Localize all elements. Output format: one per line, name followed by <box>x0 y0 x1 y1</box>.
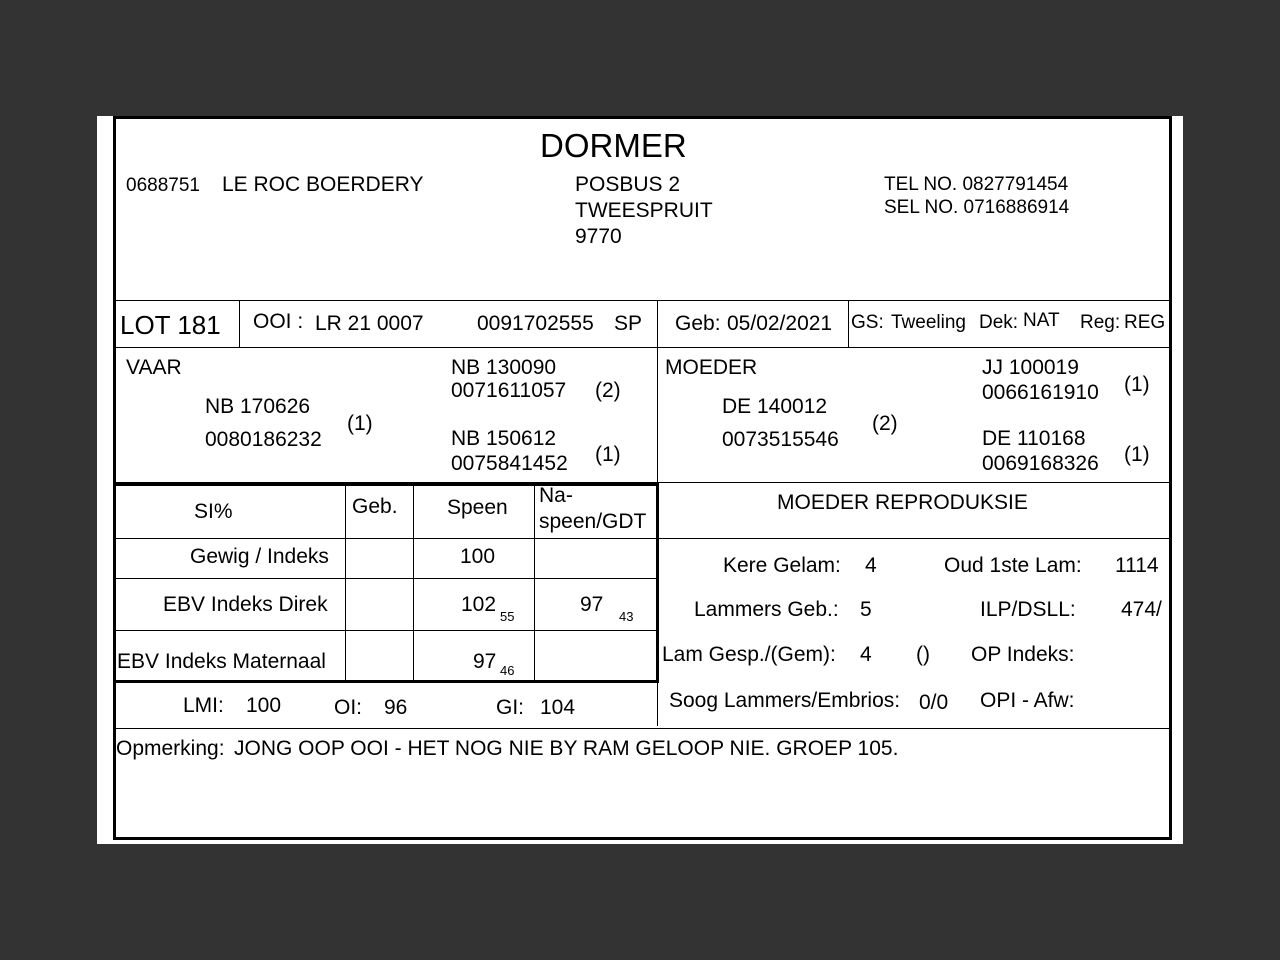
moeder-dam-number: 0069168326 <box>982 452 1099 475</box>
moeder-sire-id: JJ 100019 <box>982 356 1079 379</box>
speen-value: 100 <box>460 545 496 568</box>
divider <box>116 483 659 486</box>
birth-date: 05/02/2021 <box>727 312 833 335</box>
dek-label: Dek: <box>979 312 1019 333</box>
lammers-value: 5 <box>860 598 872 621</box>
cut-off-footer-text <box>167 838 173 844</box>
ooi-id: LR 21 0007 <box>315 312 424 335</box>
speen-accuracy: 55 <box>500 609 515 624</box>
vaar-label: VAAR <box>126 356 182 379</box>
reproduction-title: MOEDER REPRODUKSIE <box>777 491 1028 514</box>
speen-header: Speen <box>447 496 508 519</box>
reg-label: Reg: <box>1080 312 1121 333</box>
moeder-label: MOEDER <box>665 356 758 379</box>
divider <box>116 300 1172 301</box>
address-line2: TWEESPRUIT <box>575 199 713 222</box>
divider <box>116 538 1172 539</box>
ilp-label: ILP/DSLL: <box>980 598 1076 621</box>
sel-number: SEL NO. 0716886914 <box>884 197 1070 218</box>
kere-label: Kere Gelam: <box>723 554 841 577</box>
speen-value: 102 <box>461 593 497 616</box>
kere-value: 4 <box>865 554 877 577</box>
moeder-dam-id: DE 110168 <box>982 427 1086 450</box>
lamgesp-value: 4 <box>860 643 872 666</box>
oud-label: Oud 1ste Lam: <box>944 554 1082 577</box>
moeder-id: DE 140012 <box>722 395 828 418</box>
reg-value: REG <box>1124 312 1166 333</box>
moeder-sire-number: 0066161910 <box>982 381 1099 404</box>
divider <box>345 483 346 680</box>
row-label: Gewig / Indeks <box>190 545 329 568</box>
divider <box>116 578 657 579</box>
moeder-dam-mark: (1) <box>1124 443 1150 466</box>
divider <box>116 728 1172 729</box>
vaar-sire-number: 0071611057 <box>451 379 567 402</box>
divider <box>116 630 657 631</box>
oud-value: 1114 <box>1115 554 1159 577</box>
divider <box>116 347 1172 348</box>
gs-value: Tweeling <box>891 312 966 333</box>
lot-number: LOT 181 <box>120 310 221 340</box>
op-label: OP Indeks: <box>971 643 1075 666</box>
soog-value: 0/0 <box>919 691 949 714</box>
speen-accuracy: 46 <box>500 663 515 678</box>
divider <box>656 483 659 681</box>
divider <box>239 300 240 347</box>
naspeen-accuracy: 43 <box>619 609 634 624</box>
ooi-label: OOI : <box>253 310 304 333</box>
oi-label: OI: <box>334 696 363 719</box>
owner-name: LE ROC BOERDERY <box>222 173 424 196</box>
row-label: EBV Indeks Maternaal <box>117 650 326 673</box>
dek-value: NAT <box>1023 310 1060 331</box>
naspeen-value: 97 <box>580 593 604 616</box>
gi-label: GI: <box>496 696 525 719</box>
vaar-dam-number: 0075841452 <box>451 452 568 475</box>
tel-number: TEL NO. 0827791454 <box>884 174 1069 195</box>
lmi-value: 100 <box>246 694 282 717</box>
lamgesp-label: Lam Gesp./(Gem): <box>662 643 836 666</box>
remark-label: Opmerking: <box>116 737 225 760</box>
address-line1: POSBUS 2 <box>575 173 681 196</box>
lmi-label: LMI: <box>183 694 224 717</box>
sp-code: SP <box>614 312 643 335</box>
lamgesp-average: () <box>916 643 930 666</box>
vaar-number: 0080186232 <box>205 428 322 451</box>
row-label: EBV Indeks Direk <box>163 593 328 616</box>
naspeen-header-line2: speen/GDT <box>539 510 647 533</box>
moeder-number: 0073515546 <box>722 428 839 451</box>
vaar-id: NB 170626 <box>205 395 311 418</box>
gs-label: GS: <box>851 312 884 333</box>
owner-id: 0688751 <box>126 175 200 196</box>
vaar-dam-id: NB 150612 <box>451 427 557 450</box>
vaar-sire-mark: (2) <box>595 379 621 402</box>
lot-card <box>113 116 1172 840</box>
registration-number: 0091702555 <box>477 312 594 335</box>
lammers-label: Lammers Geb.: <box>694 598 839 621</box>
soog-label: Soog Lammers/Embrios: <box>669 689 901 712</box>
remark-text: JONG OOP OOI - HET NOG NIE BY RAM GELOOP NIE. GROEP 105. <box>234 737 899 760</box>
si-header: SI% <box>194 500 233 523</box>
speen-value: 97 <box>473 650 497 673</box>
catalogue-sheet <box>97 116 1183 844</box>
vaar-dam-mark: (1) <box>595 443 621 466</box>
divider <box>534 483 535 680</box>
gi-value: 104 <box>540 696 576 719</box>
birth-label: Geb: <box>675 312 721 335</box>
opi-label: OPI - Afw: <box>980 689 1075 712</box>
moeder-sire-mark: (1) <box>1124 373 1150 396</box>
ilp-value: 474/ <box>1121 598 1162 621</box>
vaar-sire-id: NB 130090 <box>451 356 557 379</box>
divider <box>413 483 414 680</box>
breed-title: DORMER <box>540 127 687 164</box>
moeder-mark: (2) <box>872 412 898 435</box>
divider <box>848 300 849 347</box>
divider <box>116 680 659 683</box>
address-line3: 9770 <box>575 225 622 248</box>
vaar-mark: (1) <box>347 412 373 435</box>
naspeen-header-line1: Na- <box>539 484 573 507</box>
oi-value: 96 <box>384 696 408 719</box>
geb-header: Geb. <box>352 495 398 518</box>
